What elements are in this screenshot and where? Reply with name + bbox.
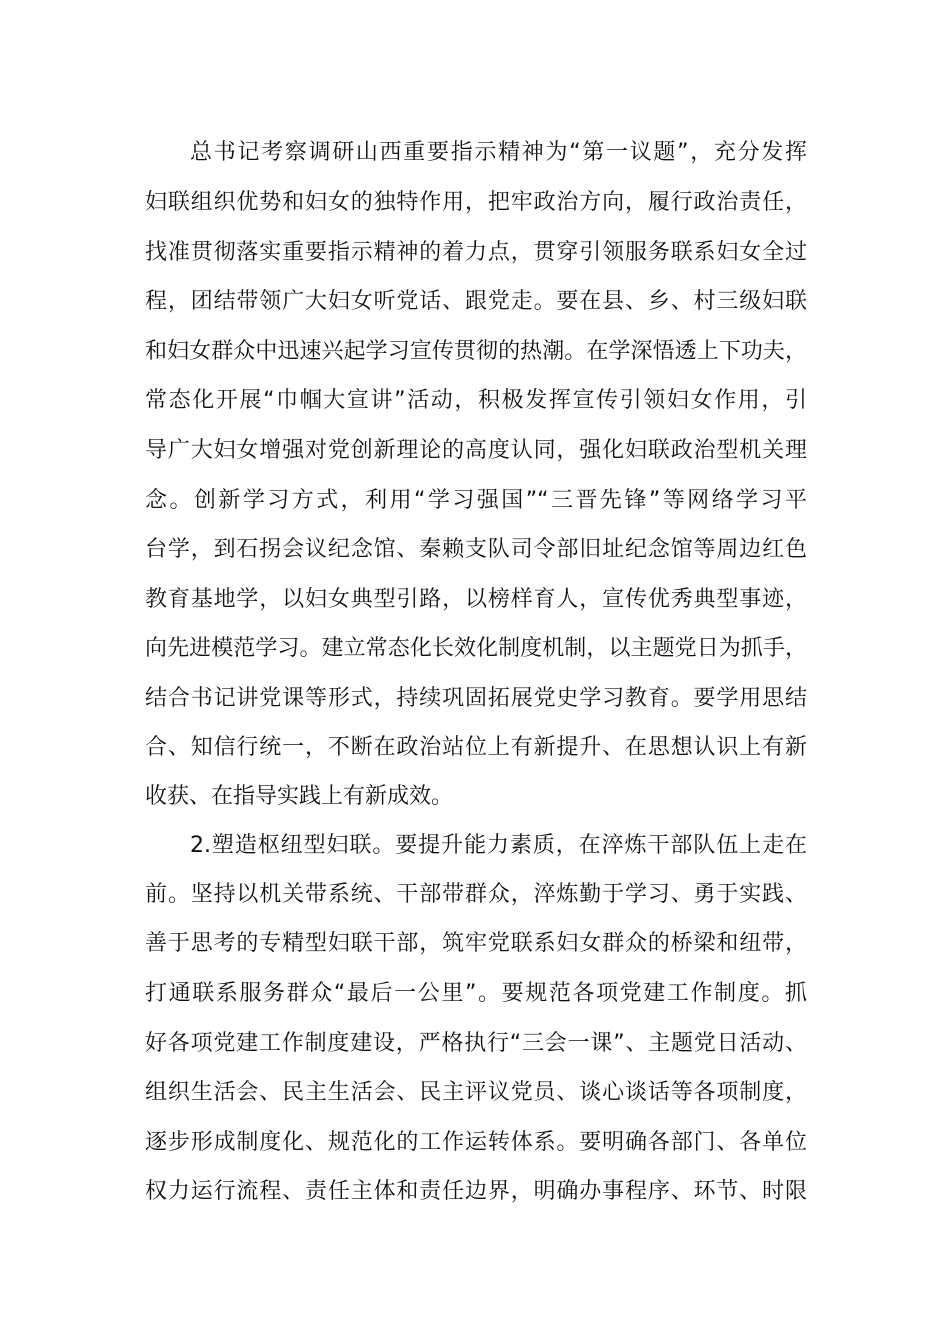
text-line: 好各项党建工作制度建设，严格执行“三会一课”、主题党日活动、	[145, 1031, 807, 1056]
text-line: 常态化开展“巾帼大宣讲”活动，积极发挥宣传引领妇女作用，引	[145, 388, 807, 413]
text-line: 总书记考察调研山西重要指示精神为“第一议题”，充分发挥	[190, 140, 807, 165]
text-line: 台学，到石拐会议纪念馆、秦赖支队司令部旧址纪念馆等周边红色	[145, 537, 807, 562]
text-line: 前。坚持以机关带系统、干部带群众，淬炼勤于学习、勇于实践、	[145, 882, 807, 907]
text-line: 收获、在指导实践上有新成效。	[145, 784, 454, 809]
text-line: 找准贯彻落实重要指示精神的着力点，贯穿引领服务联系妇女全过	[145, 240, 807, 265]
text-line: 和妇女群众中迅速兴起学习宣传贯彻的热潮。在学深悟透上下功夫，	[145, 339, 807, 364]
text-line: 打通联系服务群众“最后一公里”。要规范各项党建工作制度。抓	[145, 981, 807, 1006]
text-line: 合、知信行统一，不断在政治站位上有新提升、在思想认识上有新	[145, 735, 807, 760]
text-line: 教育基地学，以妇女典型引路，以榜样育人，宣传优秀典型事迹，	[145, 587, 807, 612]
text-line: 结合书记讲党课等形式，持续巩固拓展党史学习教育。要学用思结	[145, 686, 807, 711]
text-line: 权力运行流程、责任主体和责任边界，明确办事程序、环节、时限	[145, 1179, 807, 1204]
text-line: 善于思考的专精型妇联干部，筑牢党联系妇女群众的桥梁和纽带，	[145, 931, 807, 956]
text-line: 逐步形成制度化、规范化的工作运转体系。要明确各部门、各单位	[145, 1130, 807, 1155]
text-line: 程，团结带领广大妇女听党话、跟党走。要在县、乡、村三级妇联	[145, 289, 807, 314]
text-line: 组织生活会、民主生活会、民主评议党员、谈心谈话等各项制度，	[145, 1080, 807, 1105]
text-line: 妇联组织优势和妇女的独特作用，把牢政治方向，履行政治责任，	[145, 190, 807, 215]
text-line: 念。创新学习方式，利用“学习强国”“三晋先锋”等网络学习平	[145, 488, 807, 513]
text-line: 导广大妇女增强对党创新理论的高度认同，强化妇联政治型机关理	[145, 438, 807, 463]
text-line: 向先进模范学习。建立常态化长效化制度机制，以主题党日为抓手，	[145, 636, 807, 661]
text-line: 2.塑造枢纽型妇联。要提升能力素质，在淬炼干部队伍上走在	[190, 833, 807, 858]
